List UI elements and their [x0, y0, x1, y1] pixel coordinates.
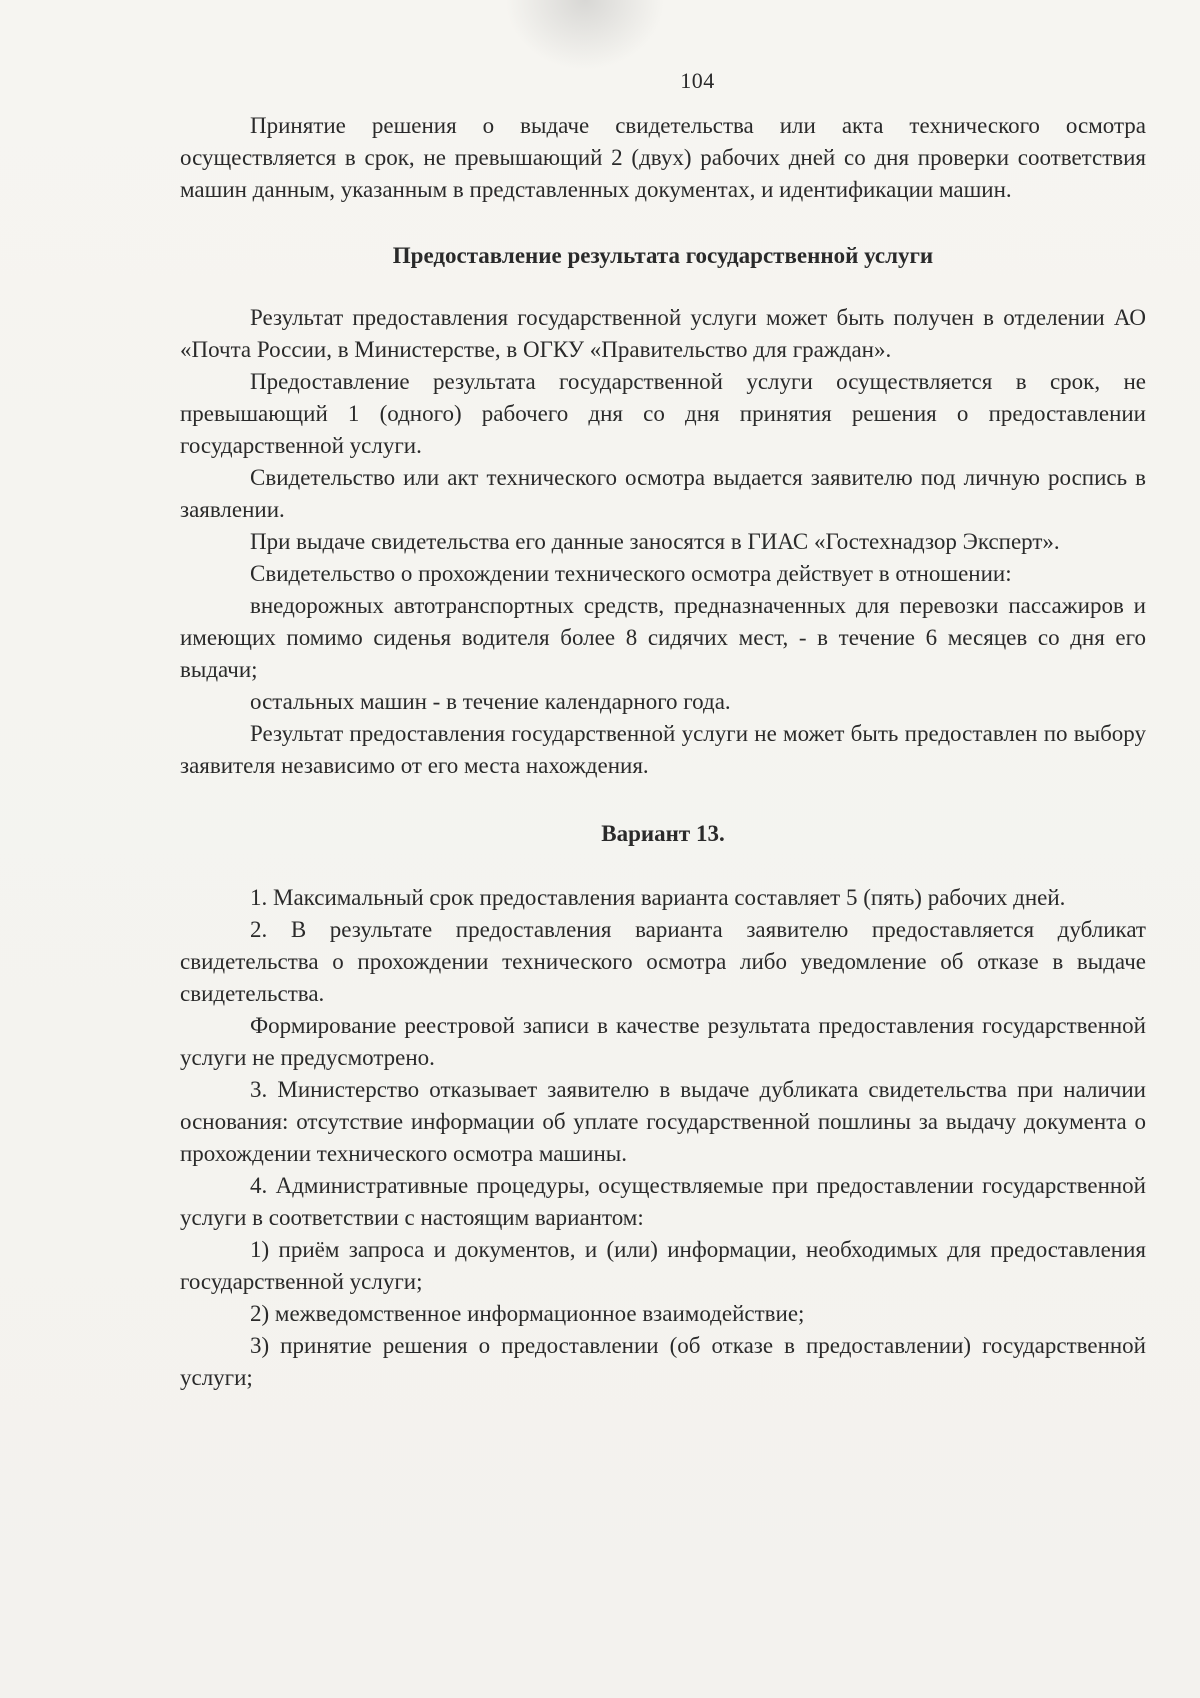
numbered-item: 4. Административные процедуры, осуществляемые при предоставлении государственной услуги в соответствии с настоящим вариантом:: [180, 1173, 1146, 1230]
numbered-item: 2. В результате предоставления варианта заявителю предоставляется дубликат свидетельства о прохождении технического осмотра либо уведомление об отказе в выдаче свидетельства.: [180, 917, 1146, 1006]
page-number: 104: [680, 68, 715, 93]
numbered-item: 3. Министерство отказывает заявителю в выдаче дубликата свидетельства при наличии основания: отсутствие информации об уплате государственной пошлины за выдачу документа о прохождении технического осмотра машины.: [180, 1077, 1146, 1166]
sub-item: 1) приём запроса и документов, и (или) информации, необходимых для предоставления государственной услуги;: [180, 1237, 1146, 1294]
document-body: [180, 110, 1146, 1394]
list-item: остальных машин - в течение календарного года.: [250, 689, 731, 714]
list-item: внедорожных автотранспортных средств, предназначенных для перевозки пассажиров и имеющих помимо сиденья водителя более 8 сидячих мест, - в течение 6 месяцев со дня его выдачи;: [180, 593, 1146, 682]
paragraph: Свидетельство о прохождении технического осмотра действует в отношении:: [250, 561, 1012, 586]
paragraph: Результат предоставления государственной услуги может быть получен в отделении АО «Почта России, в Министерстве, в ОГКУ «Правительство для граждан».: [180, 305, 1146, 362]
sub-item: 2) межведомственное информационное взаимодействие;: [250, 1301, 805, 1326]
section-heading: Предоставление результата государственной услуги: [392, 243, 934, 268]
paragraph: Предоставление результата государственной услуги осуществляется в срок, не превышающий 1 (одного) рабочего дня со дня принятия решения о предоставлении государственной услуги.: [180, 369, 1146, 458]
paragraph: При выдаче свидетельства его данные заносятся в ГИАС «Гостехнадзор Эксперт».: [250, 529, 1060, 554]
binder-shadow: [505, 0, 665, 70]
paragraph: Формирование реестровой записи в качестве результата предоставления государственной услуги не предусмотрено.: [180, 1013, 1146, 1070]
variant-heading: Вариант 13.: [601, 821, 725, 846]
paragraph: Принятие решения о выдаче свидетельства или акта технического осмотра осуществляется в срок, не превышающий 2 (двух) рабочих дней со дня проверки соответствия машин данным, указанным в представленных документах, и идентификации машин.: [180, 113, 1146, 202]
numbered-item: 1. Максимальный срок предоставления варианта составляет 5 (пять) рабочих дней.: [250, 885, 1066, 910]
sub-item: 3) принятие решения о предоставлении (об отказе в предоставлении) государственной услуги;: [180, 1333, 1146, 1390]
paragraph: Свидетельство или акт технического осмотра выдается заявителю под личную роспись в заявлении.: [180, 465, 1146, 522]
paragraph: Результат предоставления государственной услуги не может быть предоставлен по выбору заявителя независимо от его места нахождения.: [180, 721, 1146, 778]
